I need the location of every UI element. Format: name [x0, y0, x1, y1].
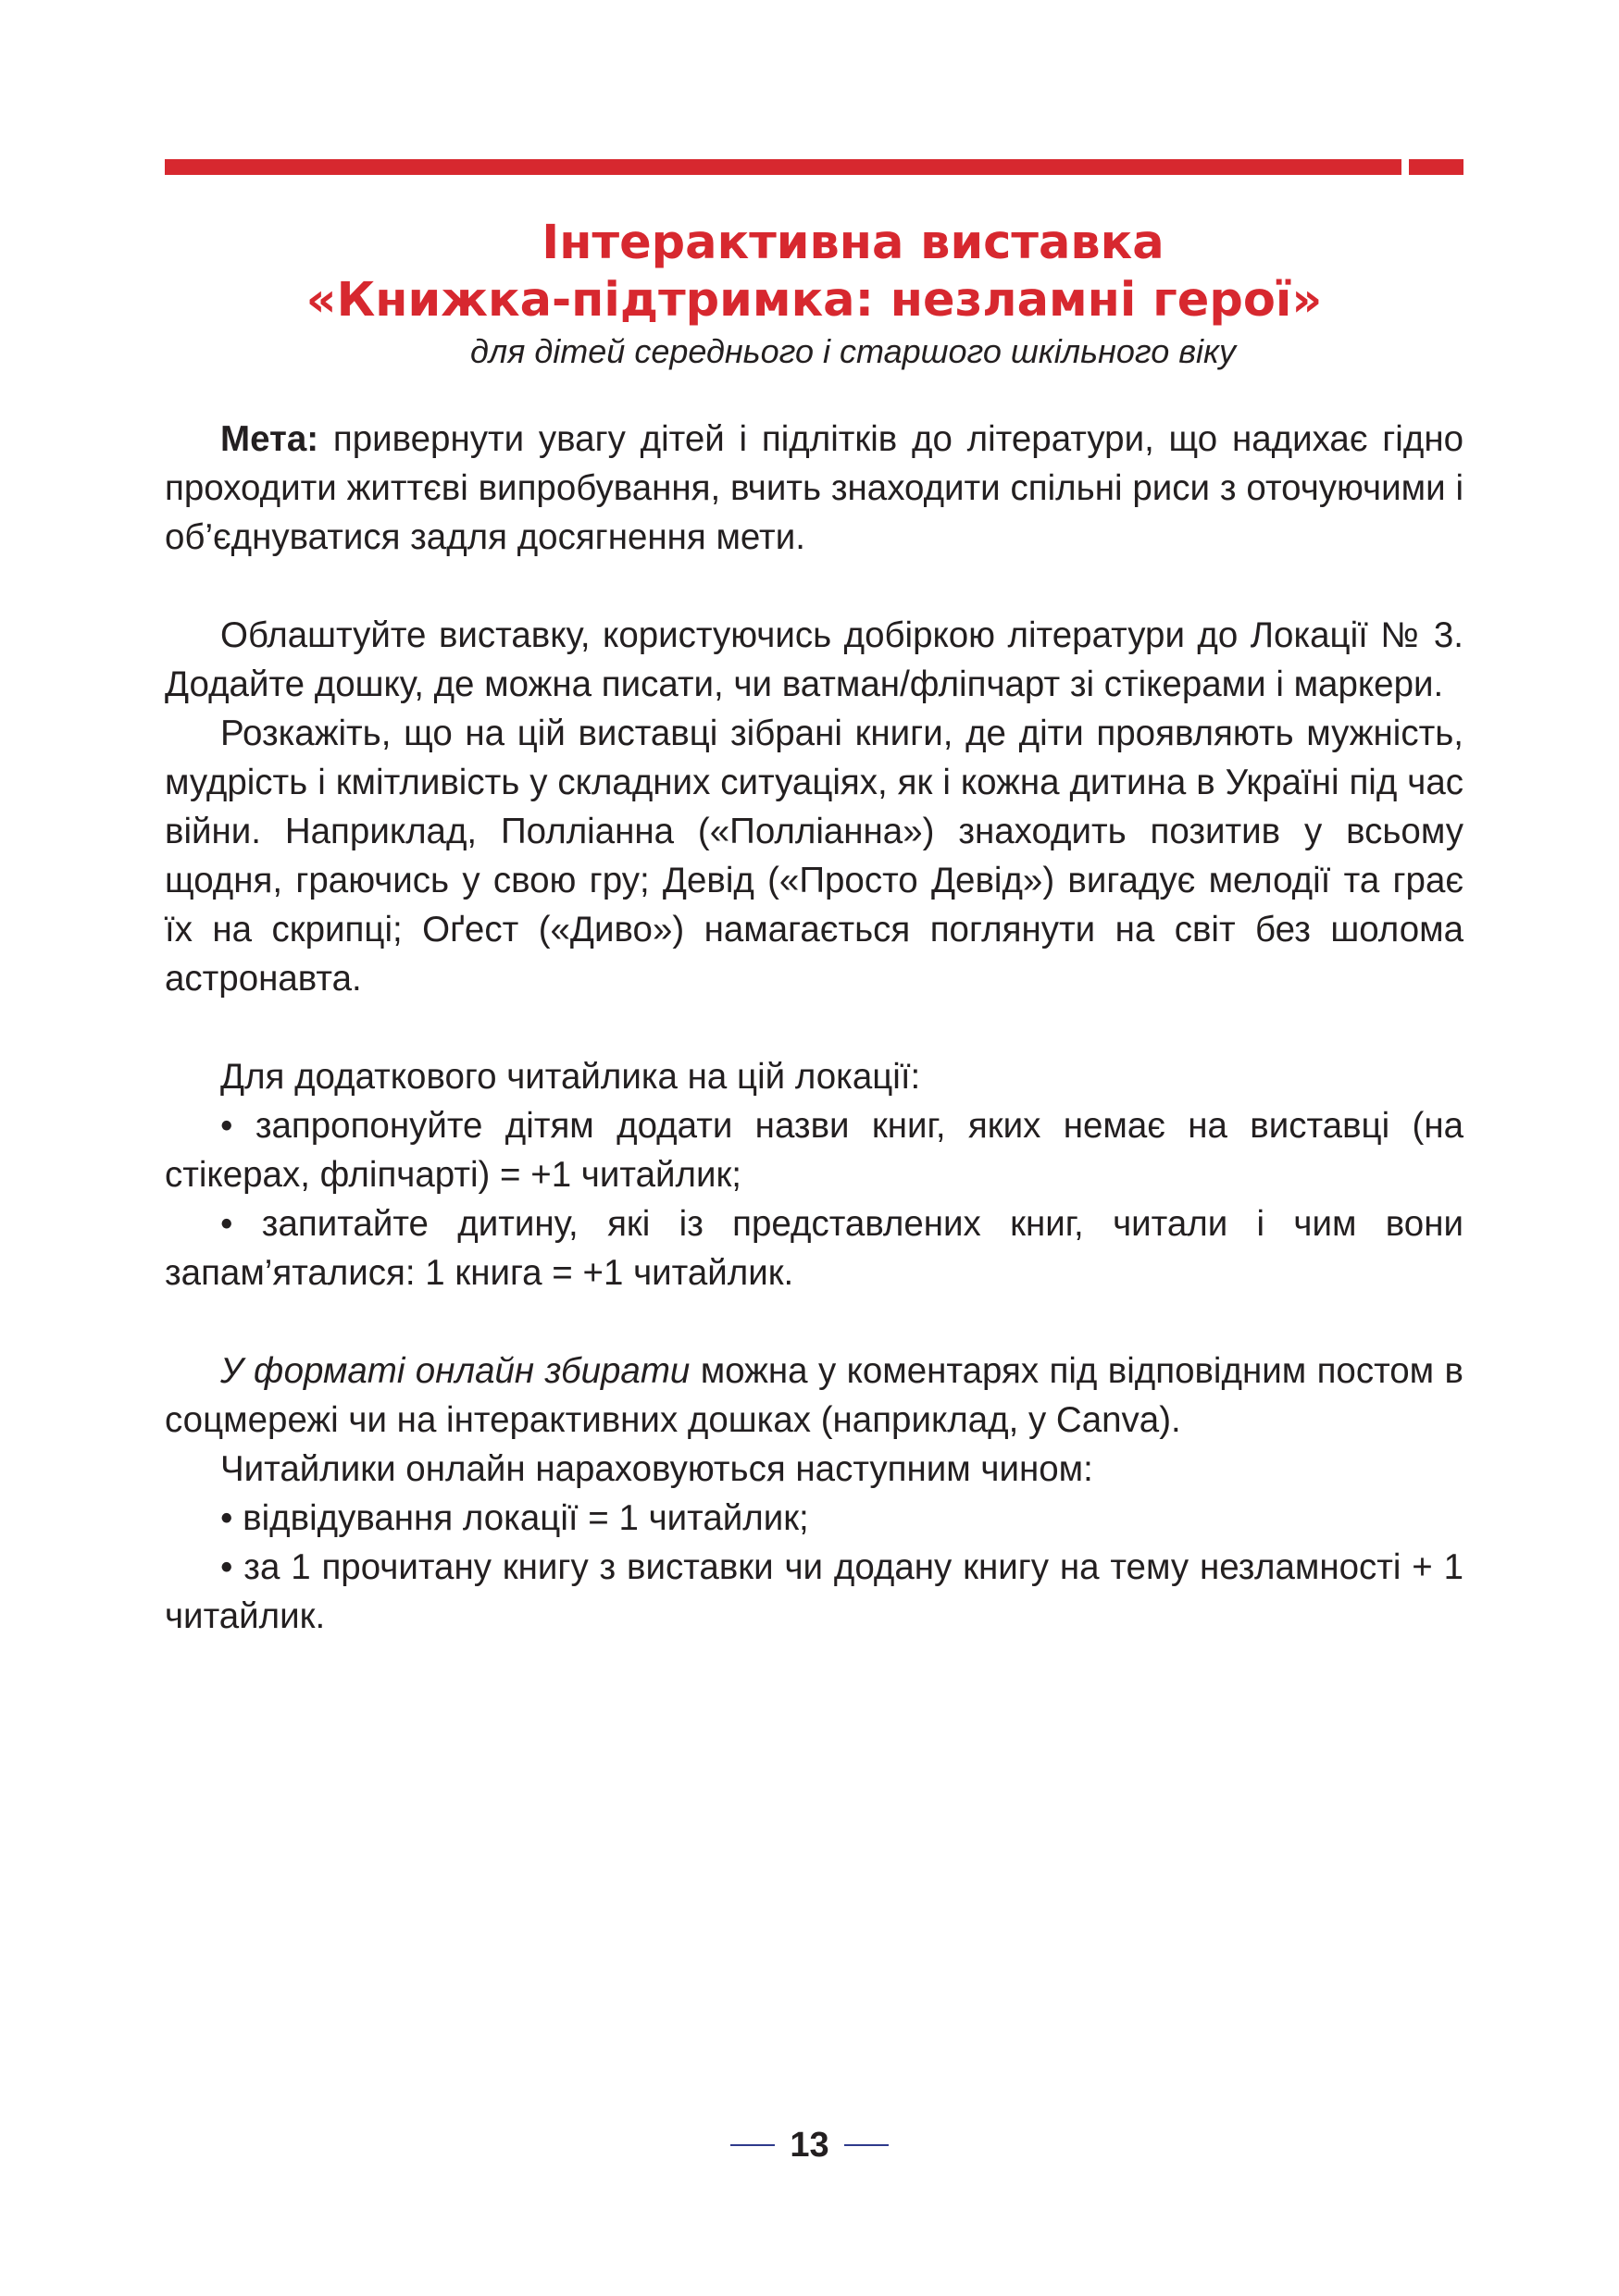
top-rule: [165, 159, 1401, 175]
goal-text: привернути увагу дітей і підлітків до літератури, що надихає гідно проходити життєві випробування, вчить знаходити спільні риси з оточуючими і об’єднуватися задля досягнення мети.: [165, 419, 1463, 557]
spacer: [165, 1297, 1463, 1347]
list-item: • за 1 прочитану книгу з виставки чи додану книгу на тему незламності + 1 читайлик.: [165, 1547, 1463, 1636]
online-text: можна у коментарях під відповідним постом в соцмережі чи на інтерактивних дошках (наприклад, у Canva).: [165, 1351, 1463, 1440]
list-item: • запитайте дитину, які із представлених книг, читали і чим вони запам’яталися: 1 книга = +1 читайлик.: [165, 1204, 1463, 1293]
setup-paragraph: Облаштуйте виставку, користуючись добіркою літератури до Локації № 3. Додайте дошку, де можна писати, чи ватман/фліпчарт зі стікерами і маркери.: [165, 615, 1463, 704]
page-number-rule-right: [844, 2144, 889, 2146]
spacer: [165, 562, 1463, 611]
goal-paragraph: [165, 415, 1463, 562]
spacer: [165, 1003, 1463, 1052]
page-number-rule-left: [730, 2144, 775, 2146]
list-item: • відвідування локації = 1 читайлик;: [220, 1498, 809, 1538]
title-line-1: Інтерактивна виставка: [542, 216, 1164, 270]
page-number: 13: [790, 2126, 829, 2165]
online-lead: У форматі онлайн збирати: [220, 1351, 691, 1391]
page-footer: [0, 2128, 1619, 2163]
list-item: • запропонуйте дітям додати назви книг, яких немає на виставці (на стікерах, фліпчарті) = +1 читайлик;: [165, 1106, 1463, 1195]
main-content: [165, 415, 1463, 1641]
online-intro: Читайлики онлайн нараховуються наступним чином:: [220, 1449, 1093, 1489]
online-paragraph: [165, 1347, 1463, 1445]
title-line-2: «Книжка-підтримка: незламні герої»: [305, 273, 1323, 328]
top-rule-end-segment: [1409, 159, 1463, 175]
story-paragraph: Розкажіть, що на цій виставці зібрані книги, де діти проявляють мужність, мудрість і кмітливість у складних ситуаціях, як і кожна дитина в Україні під час війни. Наприклад, Полліанна («Полліанна») знаходить позитив у всьому щодня, граючись у свою гру; Девід («Просто Девід») вигадує мелодії та грає їх на скрипці; Оґест («Диво») намагається поглянути на світ без шолома астронавта.: [165, 714, 1463, 999]
extra-intro: Для додаткового читайлика на цій локації:: [220, 1057, 921, 1097]
subtitle: для дітей середнього і старшого шкільного віку: [469, 332, 1237, 370]
goal-label: Мета:: [220, 419, 319, 459]
